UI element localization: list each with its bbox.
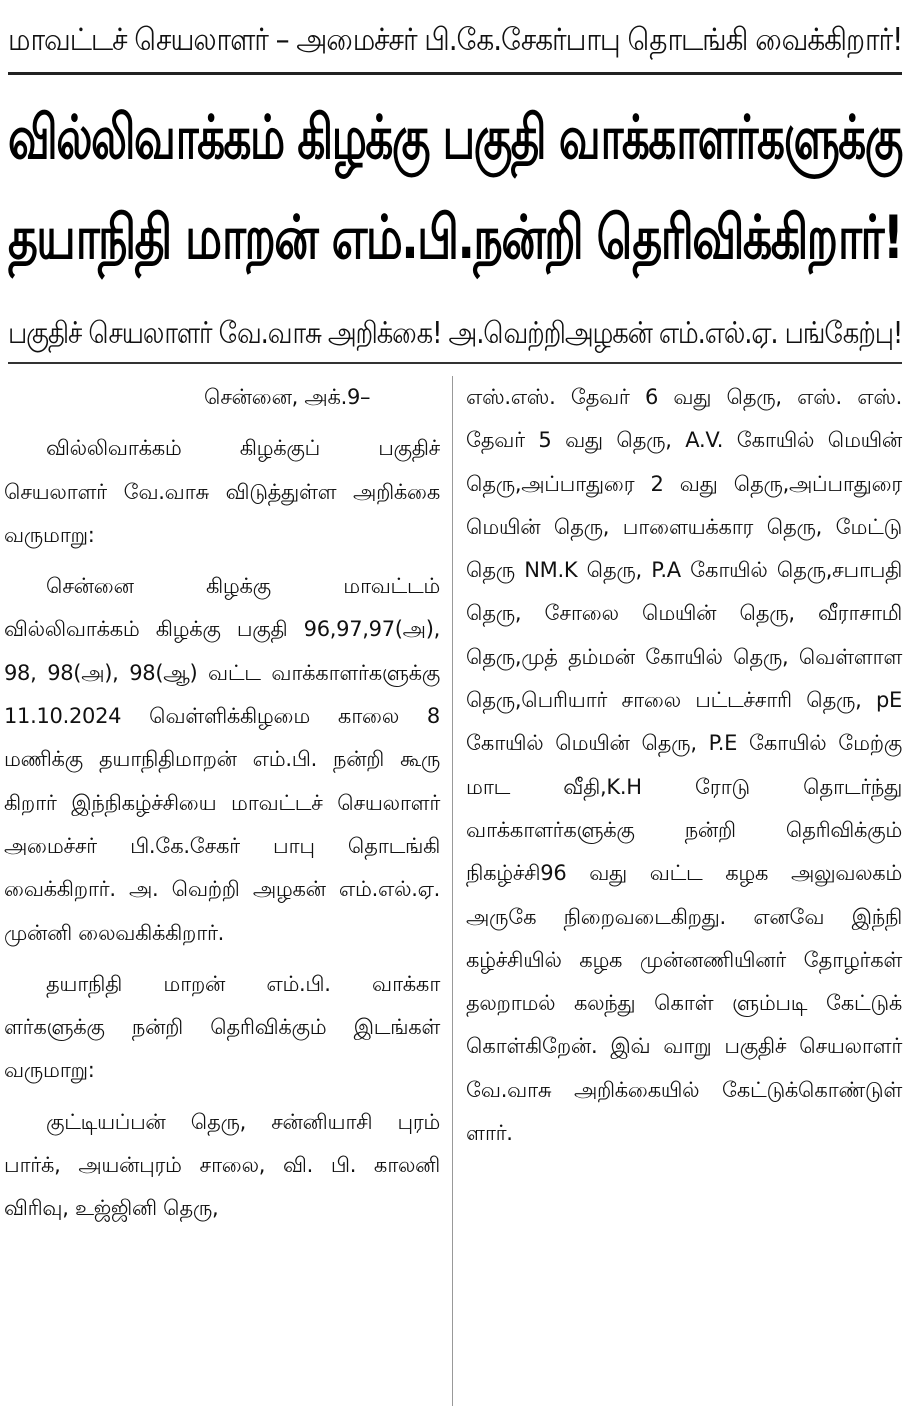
article-column-left [4, 376, 440, 1408]
dateline: சென்னை, அக்.9– [204, 385, 371, 409]
main-headline-line-1: வில்லிவாக்கம் கிழக்கு பகுதி வாக்காளர்களுக்கு [8, 103, 902, 173]
article-paragraph: சென்னை கிழக்கு மாவட்டம் வில்லிவாக்கம் கிழக்கு பகுதி 96,97,97(அ), 98, 98(அ), 98(ஆ) வட்ட வாக்காளர்களுக்கு 11.10.2024 வெள்ளிக்கிழமை காலை 8 மணிக்கு தயாநிதிமாறன் எம்.பி. நன்றி கூரு கிறார் இந்நிகழ்ச்சியை மாவட்டச் செயலாளர் அமைச்சர் பி.கே.சேகர் பாபு தொடங்கி வைக்கிறார். அ. வெற்றி அழகன் எம்.எல்.ஏ. முன்னி லைவகிக்கிறார். [4, 574, 440, 945]
sub-headline: பகுதிச் செயலாளர் வே.வாசு அறிக்கை! அ.வெற்றிஅழகன் எம்.எல்.ஏ. பங்கேற்பு! [8, 306, 902, 364]
article-paragraph: தயாநிதி மாறன் எம்.பி. வாக்கா ளர்களுக்கு நன்றி தெரிவிக்கும் இடங்கள் வருமாறு: [4, 971, 440, 1083]
column-divider [452, 376, 453, 1406]
kicker-headline: மாவட்டச் செயலாளர் – அமைச்சர் பி.கே.சேகர்பாபு தொடங்கி வைக்கிறார்! [8, 8, 902, 75]
article-column-right [466, 376, 902, 1408]
article-paragraph: குட்டியப்பன் தெரு, சன்னியாசி புரம் பார்க், அயன்புரம் சாலை, வி. பி. காலனி விரிவு, உஜ்ஜினி தெரு, [4, 1109, 440, 1221]
article-paragraph: எஸ்.எஸ். தேவர் 6 வது தெரு, எஸ். எஸ். தேவர் 5 வது தெரு, A.V. கோயில் மெயின் தெரு,அப்பாதுரை 2 வது தெரு,அப்பாதுரை மெயின் தெரு, பாளையக்கார தெரு, மேட்டு தெரு NM.K தெரு, P.A கோயில் தெரு,சபாபதி தெரு, சோலை மெயின் தெரு, வீராசாமி தெரு,முத் தம்மன் கோயில் தெரு, வெள்ளாள தெரு,பெரியார் சாலை பட்டச்சாரி தெரு, pE கோயில் மெயின் தெரு, P.E கோயில் மேற்கு மாட வீதி,K.H ரோடு தொடர்ந்து வாக்காளர்களுக்கு நன்றி தெரிவிக்கும் நிகழ்ச்சி96 வது வட்ட கழக அலுவலகம் அருகே நிறைவடைகிறது. எனவே இந்நி கழ்ச்சியில் கழக முன்னணியினர் தோழர்கள் தலறாமல் கலந்து கொள் ளும்படி கேட்டுக் கொள்கிறேன். இவ் வாறு பகுதிச் செயலாளர் வே.வாசு அறிக்கையில் கேட்டுக்கொண்டுள் ளார். [466, 385, 902, 1146]
article-paragraph: வில்லிவாக்கம் கிழக்குப் பகுதிச் செயலாளர் வே.வாசு விடுத்துள்ள அறிக்கை வருமாறு: [4, 436, 440, 547]
main-headline-line-2: தயாநிதி மாறன் எம்.பி.நன்றி தெரிவிக்கிறார்! [8, 203, 903, 273]
